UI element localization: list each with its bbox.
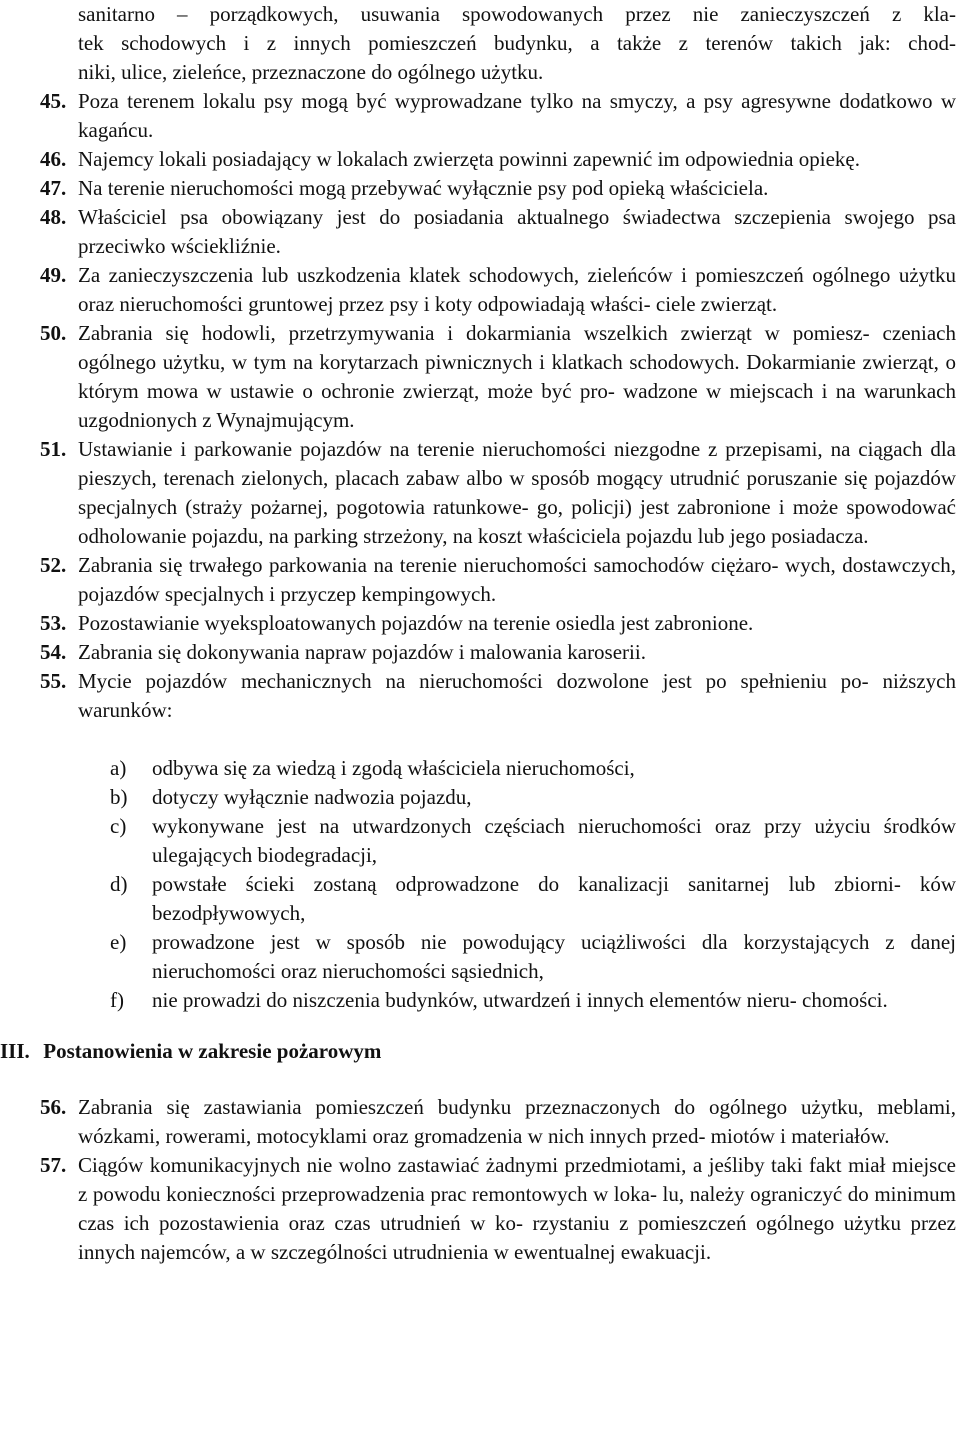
list-item-48 — [40, 203, 956, 261]
sublist-item-b — [110, 783, 956, 812]
sublist-item-a — [110, 754, 956, 783]
list-item-47 — [40, 174, 956, 203]
list-item-51 — [40, 435, 956, 551]
list-item-54 — [40, 638, 956, 667]
item-text: Mycie pojazdów mechanicznych na nieruchomości dozwolone jest po spełnieniu po- niższych warunków: — [78, 669, 956, 722]
sublist-item-c — [110, 812, 956, 870]
list-item-45 — [40, 87, 956, 145]
sublist-letter: f) — [110, 988, 124, 1012]
item-text: Najemcy lokali posiadający w lokalach zwierzęta powinni zapewnić im odpowiednia opiekę. — [78, 147, 860, 171]
list-item-46 — [40, 145, 956, 174]
sublist-letter: c) — [110, 814, 127, 838]
sublist-text: wykonywane jest na utwardzonych częściach nieruchomości oraz przy użyciu środków ulegających biodegradacji, — [152, 814, 956, 867]
item-number: 51. — [40, 437, 67, 461]
item-text: Zabrania się zastawiania pomieszczeń budynku przeznaczonych do ogólnego użytku, meblami, wózkami, rowerami, motocyklami oraz gromadzenia w nich innych przed- miotów i materiałów. — [78, 1095, 956, 1148]
item-number: 46. — [40, 147, 67, 171]
list-item-56 — [40, 1093, 956, 1151]
intro-line: niki, ulice, zieleńce, przeznaczone do ogólnego użytku. — [78, 60, 544, 84]
item-text: Właściciel psa obowiązany jest do posiadania aktualnego świadectwa szczepienia swojego psa przeciwko wściekliźnie. — [78, 205, 956, 258]
list-item-49 — [40, 261, 956, 319]
conditions-sublist — [78, 754, 956, 1015]
item-text: Na terenie nieruchomości mogą przebywać wyłącznie psy pod opieką właściciela. — [78, 176, 769, 200]
item-text: Ciągów komunikacyjnych nie wolno zastawiać żadnymi przedmiotami, a jeśliby taki fakt miał miejsce z powodu konieczności przeprowadzenia prac remontowych w loka- lu, należy ograniczyć do minimum czas ich pozostawienia oraz czas utrudnień w ko- rzystaniu z pomieszczeń ogólnego użytku przez innych najemców, a w szczególności utrudnienia w ewentualnej ewakuacji. — [78, 1153, 956, 1264]
item-number: 53. — [40, 611, 67, 635]
sublist-letter: d) — [110, 872, 128, 896]
section-title: Postanowienia w zakresie pożarowym — [43, 1039, 382, 1063]
item-number: 55. — [40, 669, 67, 693]
item-text: Poza terenem lokalu psy mogą być wyprowadzane tylko na smyczy, a psy agresywne dodatkowo w kagańcu. — [78, 89, 956, 142]
item-number: 57. — [40, 1153, 67, 1177]
sublist-letter: b) — [110, 785, 128, 809]
sublist-text: prowadzone jest w sposób nie powodujący uciążliwości dla korzystających z danej nieruchomości oraz nieruchomości sąsiednich, — [152, 930, 956, 983]
sublist-text: odbywa się za wiedzą i zgodą właściciela nieruchomości, — [152, 756, 635, 780]
list-item-57 — [40, 1151, 956, 1267]
sublist-item-e — [110, 928, 956, 986]
list-item-53 — [40, 609, 956, 638]
item-number: 48. — [40, 205, 67, 229]
item-number: 49. — [40, 263, 67, 287]
intro-line: sanitarno – porządkowych, usuwania spowodowanych przez nie zanieczyszczeń z kla- — [78, 2, 956, 26]
section-number: III. — [0, 1039, 30, 1063]
item-number: 54. — [40, 640, 67, 664]
sublist-text: powstałe ścieki zostaną odprowadzone do kanalizacji sanitarnej lub zbiorni- ków bezodpływowych, — [152, 872, 956, 925]
item-text: Pozostawianie wyeksploatowanych pojazdów na terenie osiedla jest zabronione. — [78, 611, 754, 635]
item-text: Zabrania się trwałego parkowania na terenie nieruchomości samochodów ciężaro- wych, dostawczych, pojazdów specjalnych i przyczep kempingowych. — [78, 553, 956, 606]
sublist-text: nie prowadzi do niszczenia budynków, utwardzeń i innych elementów nieru- chomości. — [152, 988, 888, 1012]
item-text: Zabrania się hodowli, przetrzymywania i dokarmiania wszelkich zwierząt w pomiesz- czeniach ogólnego użytku, w tym na korytarzach piwnicznych i klatkach schodowych. Dokarmianie zwierząt, o którym mowa w ustawie o ochronie zwierząt, może być pro- wadzone w miejscach i na warunkach uzgodnionych z Wynajmującym. — [78, 321, 956, 432]
item-number: 50. — [40, 321, 67, 345]
list-item-50 — [40, 319, 956, 435]
sublist-item-f — [110, 986, 956, 1015]
intro-paragraph — [78, 0, 956, 87]
sublist-item-d — [110, 870, 956, 928]
item-number: 47. — [40, 176, 67, 200]
sublist-letter: e) — [110, 930, 127, 954]
item-text: Za zanieczyszczenia lub uszkodzenia klatek schodowych, zieleńców i pomieszczeń ogólnego użytku oraz nieruchomości gruntowej przez psy i koty odpowiadają właści- ciele zwierząt. — [78, 263, 956, 316]
section-heading — [0, 1037, 956, 1066]
sublist-text: dotyczy wyłącznie nadwozia pojazdu, — [152, 785, 472, 809]
item-text: Zabrania się dokonywania napraw pojazdów i malowania karoserii. — [78, 640, 646, 664]
sublist-letter: a) — [110, 756, 127, 780]
intro-line: tek schodowych i z innych pomieszczeń budynku, a także z terenów takich jak: chod- — [78, 31, 956, 55]
item-number: 52. — [40, 553, 67, 577]
item-number: 56. — [40, 1095, 67, 1119]
list-item-55 — [40, 667, 956, 725]
item-text: Ustawianie i parkowanie pojazdów na terenie nieruchomości niezgodne z przepisami, na ciągach dla pieszych, terenach zielonych, placach zabaw albo w sposób mogący utrudnić poruszanie się pojazdów specjalnych (straży pożarnej, pogotowia ratunkowe- go, policji) jest zabronione i może spowodować odholowanie pojazdu, na parking strzeżony, na koszt właściciela pojazdu lub jego posiadacza. — [78, 437, 956, 548]
item-number: 45. — [40, 89, 67, 113]
list-item-52 — [40, 551, 956, 609]
